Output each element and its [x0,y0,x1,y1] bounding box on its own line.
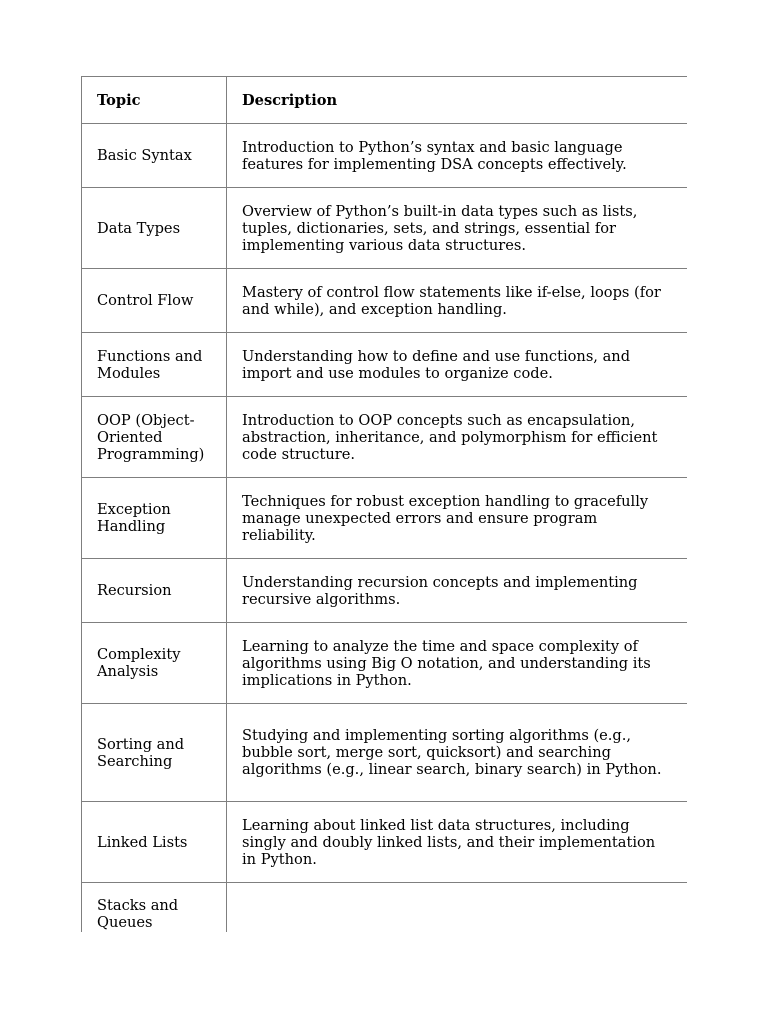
table-row [82,478,688,559]
table-row [82,623,688,704]
table-row [82,559,688,623]
description-cell: Introduction to Python’s syntax and basic language features for implementing DSA concepts effectively. [227,124,688,188]
header-description: Description [227,77,688,124]
description-cell: Techniques for robust exception handling to gracefully manage unexpected errors and ensure program reliability. [227,478,688,559]
topic-cell: Sorting and Searching [82,704,227,802]
topic-cell: Basic Syntax [82,124,227,188]
table-row [82,397,688,478]
table-row [82,704,688,802]
description-cell: Learning about linked list data structures, including singly and doubly linked lists, and their implementation in Python. [227,802,688,883]
table-row [82,124,688,188]
topic-cell: Complexity Analysis [82,623,227,704]
topic-cell: OOP (Object-Oriented Programming) [82,397,227,478]
description-cell: Understanding recursion concepts and implementing recursive algorithms. [227,559,688,623]
topic-cell: Data Types [82,188,227,269]
topic-cell: Control Flow [82,269,227,333]
description-cell: Studying and implementing sorting algorithms (e.g., bubble sort, merge sort, quicksort) and searching algorithms (e.g., linear search, binary search) in Python. [227,704,688,802]
description-cell: Introduction to OOP concepts such as encapsulation, abstraction, inheritance, and polymorphism for efficient code structure. [227,397,688,478]
topics-table [81,76,687,932]
topic-cell: Linked Lists [82,802,227,883]
table-row [82,188,688,269]
description-cell: Mastery of control flow statements like if-else, loops (for and while), and exception handling. [227,269,688,333]
topic-cell: Stacks and Queues [82,883,227,933]
table-row [82,883,688,933]
table-row [82,269,688,333]
topic-cell: Recursion [82,559,227,623]
document-page [81,76,687,932]
description-cell [227,883,688,933]
description-cell: Overview of Python’s built-in data types such as lists, tuples, dictionaries, sets, and strings, essential for implementing various data structures. [227,188,688,269]
description-cell: Learning to analyze the time and space complexity of algorithms using Big O notation, and understanding its implications in Python. [227,623,688,704]
table-row [82,802,688,883]
header-topic: Topic [82,77,227,124]
description-cell: Understanding how to define and use functions, and import and use modules to organize code. [227,333,688,397]
topic-cell: Exception Handling [82,478,227,559]
topic-cell: Functions and Modules [82,333,227,397]
table-row [82,333,688,397]
table-header-row [82,77,688,124]
